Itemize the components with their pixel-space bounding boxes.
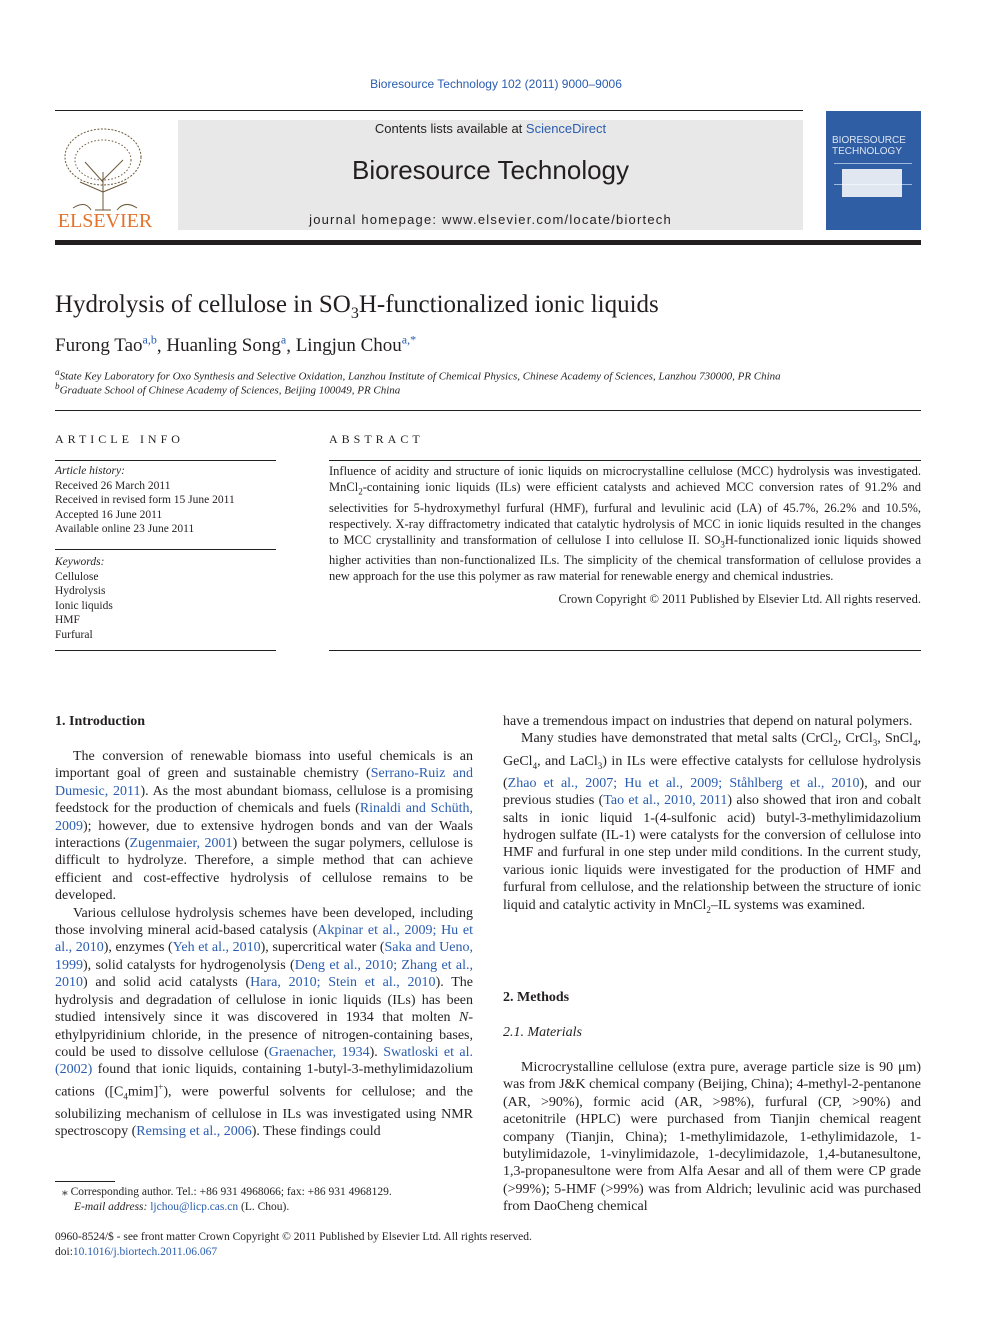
ref-link[interactable]: Tao et al., 2010, 2011 [603, 793, 728, 809]
materials-heading: 2.1. Materials [503, 1025, 582, 1040]
paragraph: The conversion of renewable biomass into useful chemicals is an important goal of green and sustainable chemistry (Serrano-Ruiz and Dumesic, 2011). As the most abundant biomass, cellulose is a promising feedstock for the production of chemicals and fuels (Rinaldi and Schüth, 2009); however, due to extensive hydrogen bonds and van der Waals interactions (Zugenmaier, 2001) between the sugar polymers, cellulose is difficult to hydrolyze. Therefore, a simple method that can achieve efficient and cost-effective hydrolysis of cellulose remains to be developed. [55, 749, 473, 904]
affiliation-mark: b [55, 381, 60, 391]
ref-link[interactable]: Graenacher, 1934 [268, 1044, 370, 1060]
title-part-2: H-functionalized ionic liquids [358, 291, 659, 318]
sciencedirect-link[interactable]: ScienceDirect [525, 121, 607, 136]
journal-cover-thumbnail[interactable] [826, 111, 921, 230]
journal-citation[interactable]: Bioresource Technology 102 (2011) 9000–9006 [370, 77, 622, 91]
keyword: Hydrolysis [55, 585, 106, 597]
bottom-matter [55, 1230, 532, 1260]
keyword: Furfural [55, 628, 93, 641]
history-label: Article history: [55, 465, 125, 477]
affiliation-text: Graduate School of Chinese Academy of Sciences, Beijing 100049, PR China [59, 384, 401, 397]
right-column-body [503, 713, 921, 919]
cover-title-1: BIORESOURCE [832, 135, 906, 146]
cover-figure [842, 169, 902, 197]
keyword: Ionic liquids [55, 599, 113, 612]
article-title [55, 291, 659, 323]
doi-link[interactable]: 10.1016/j.biortech.2011.06.067 [72, 1246, 218, 1258]
elsevier-wordmark: ELSEVIER [57, 210, 153, 232]
title-part-1: Hydrolysis of cellulose in SO [55, 291, 351, 318]
ref-link[interactable]: Swatloski et al. (2002) [55, 1044, 473, 1078]
ref-link[interactable]: Akpinar et al., 2009; Hu et al., 2010 [55, 923, 473, 956]
author-name: Huanling Song [166, 335, 281, 357]
keywords [55, 555, 276, 642]
cover-title-2: TECHNOLOGY [832, 146, 903, 157]
keyword: Cellulose [55, 570, 99, 583]
affiliation-text: State Key Laboratory for Oxo Synthesis and Selective Oxidation, Lanzhou Institute of Chemical Physics, Chinese Academy of Sciences, Lanzhou 730000, PR China [59, 370, 781, 383]
paragraph: have a tremendous impact on industries that depend on natural polymers. [503, 714, 913, 729]
article-history [55, 464, 276, 537]
ref-link[interactable]: Serrano-Ruiz and Dumesic, 2011 [55, 766, 473, 799]
author[interactable] [296, 335, 416, 356]
ref-link[interactable]: Remsing et al., 2006 [136, 1123, 252, 1139]
abstract-bottom-rule [329, 650, 921, 651]
paragraph: Many studies have demonstrated that metal salts (CrCl$_2$, CrCl$_3$, SnCl$_4$, GeCl$_4$, and LaCl$_3$) in ILs were effective catalysts for cellulose hydrolysis (Zhao et al., 2007; Hu et al., 2009; Ståhlberg et al., 2010), and our previous studies (Tao et al., 2010, 2011) also showed that iron and cobalt salts in ionic liquid 1-(4-sulfonic acid) butyl-3-methylimidazolium hydrogen sulfate (IL-1) were catalysts for the conversion of cellulose into HMF and furfural in one step under mild conditions. In the current study, various ionic liquids were investigated for the production of HMF and furfural from cellulose, and the relationship between the structure of ionic liquid and catalytic activity in MnCl$_2$–IL systems was examined. [503, 731, 922, 915]
ref-link[interactable]: Rinaldi and Schüth, 2009 [55, 801, 473, 834]
abstract-text: Influence of acidity and structure of ionic liquids on microcrystalline cellulose (MCC) hydrolysis was investigated. MnCl$_2$-containing ionic liquids (ILs) were efficient catalysts and achieved MCC conversion rates of 91.2% and selectivities for 5-hydroxymethyl furfural (HMF), furfural and levulinic acid (LA) of 45.7%, 26.2% and 10.5%, respectively. X-ray diffractometry indicated that catalytic hydrolysis of MCC in ionic liquids resulted in the changes to MCC crystallinity and transformation of cellulose I into cellulose II. $SO_3H$-functionalized ionic liquids showed higher activities than non-functionalized ILs. The simplicity of the chemical transformation of cellulose provides a new approach for the use this polymer as raw material for renewable energy and chemical industries. [329, 464, 921, 583]
copyright-line: Crown Copyright © 2011 Published by Elsevier Ltd. All rights reserved. [558, 592, 921, 606]
affiliation-rule [55, 410, 921, 411]
email-label: E-mail address: [74, 1201, 151, 1213]
affiliation-mark: a [55, 367, 60, 377]
history-item: Available online 23 June 2011 [55, 523, 195, 535]
author-name: Furong Tao [55, 335, 143, 357]
author-name: Lingjun Chou [295, 335, 402, 357]
keywords-label: Keywords: [55, 556, 105, 568]
author-list [55, 333, 416, 357]
author-affil-mark[interactable]: a [280, 333, 287, 347]
contents-prefix: Contents lists available at [374, 121, 526, 136]
author-affil-mark[interactable]: a,* [401, 333, 417, 347]
author-affil-mark[interactable]: a,b [142, 333, 157, 347]
article-info-rule [55, 460, 276, 461]
methods-heading: 2. Methods [503, 990, 570, 1005]
footnote-rule [55, 1181, 115, 1182]
journal-name: Bioresource Technology [351, 155, 630, 185]
elsevier-logo[interactable] [55, 122, 155, 232]
history-item: Received in revised form 15 June 2011 [55, 494, 235, 506]
footnote [62, 1185, 392, 1215]
affiliation [55, 381, 400, 397]
paragraph: Various cellulose hydrolysis schemes have been developed, including those involving mineral acid-based catalysis (Akpinar et al., 2009; Hu et al., 2010), enzymes (Yeh et al., 2010), supercritical water (Saka and Ueno, 1999), solid catalysts for hydrogenolysis (Deng et al., 2010; Zhang et al., 2010) and solid acid catalysts (Hara, 2010; Stein et al., 2010). The hydrolysis and degradation of cellulose in ionic liquids (ILs) has been studied intensively since it was discovered in 1934 that molten N-ethylpyridinium chloride, in the presence of nitrogen-containing bases, could be used to dissolve cellulose (Graenacher, 1934). Swatloski et al. (2002) found that ionic liquids, containing 1-butyl-3-methylimidazolium cations $([C_4mim]^+)$, were powerful solvents for cellulose; and the solubilizing mechanism of cellulose in ILs was investigated using NMR spectroscopy (Remsing et al., 2006). These findings could [55, 905, 474, 1139]
abstract-heading: ABSTRACT [329, 432, 424, 446]
author-separator: , [286, 335, 296, 357]
author[interactable] [55, 335, 157, 356]
email-link[interactable]: ljchou@licp.cas.cn [150, 1201, 239, 1213]
article-info-bottom-rule [55, 650, 276, 651]
keyword: HMF [55, 614, 80, 626]
ref-link[interactable]: Zhao et al., 2007; Hu et al., 2009; Ståhlberg et al., 2010 [507, 775, 860, 791]
materials-body [503, 1059, 921, 1216]
issn-line: 0960-8524/$ - see front matter Crown Copyright © 2011 Published by Elsevier Ltd. All rights reserved. [55, 1231, 532, 1243]
title-subscript: 3 [350, 305, 359, 322]
ref-link[interactable]: Deng et al., 2010; Zhang et al., 2010 [55, 957, 473, 991]
history-item: Accepted 16 June 2011 [55, 508, 163, 521]
keywords-rule [55, 549, 276, 550]
email-suffix: (L. Chou). [238, 1201, 290, 1213]
ref-link[interactable]: Zugenmaier, 2001 [129, 836, 233, 852]
author[interactable] [166, 335, 286, 356]
author-separator: , [156, 335, 167, 357]
contents-line [178, 121, 803, 136]
introduction-heading: 1. Introduction [55, 714, 145, 729]
paragraph: Microcrystalline cellulose (extra pure, average particle size is 90 μm) was from J&K chemical company (Beijing, China); 4-methyl-2-pentanone (AR, >90%), formic acid (AR, >98%), furfural (CP, >90%) and acetonitrile (HPLC) were purchased from Tianjin chemical reagent company (Tianjin, China); 1-methylimidazole, 1-ethylimidazole, 1-butylimidazole, 1-vinylimidazole, 1-decylimidazole, 1,4-butanesultone, 1,3-propanesultone were from Alfa Aesar and all of them were CP grade (>99%); 5-HMF (>99%) was from Aldrich; levulinic acid was purchased from DaoCheng chemical [503, 1060, 921, 1215]
masthead-rule [55, 240, 921, 245]
history-item: Received 26 March 2011 [55, 479, 171, 492]
abstract-rule [329, 460, 921, 461]
journal-homepage-link[interactable]: journal homepage: www.elsevier.com/locate/biortech [309, 212, 672, 227]
introduction-body [55, 748, 473, 1140]
doi-label: doi: [55, 1246, 73, 1258]
ref-link[interactable]: Yeh et al., 2010 [172, 940, 261, 956]
header-rule [55, 110, 803, 111]
ref-link[interactable]: Hara, 2010; Stein et al., 2010 [250, 975, 436, 991]
corresponding-author-note: ⁎ Corresponding author. Tel.: +86 931 4968066; fax: +86 931 4968129. [62, 1186, 392, 1198]
ref-link[interactable]: Saka and Ueno, 1999 [55, 940, 473, 973]
article-info-heading: ARTICLE INFO [55, 432, 184, 446]
